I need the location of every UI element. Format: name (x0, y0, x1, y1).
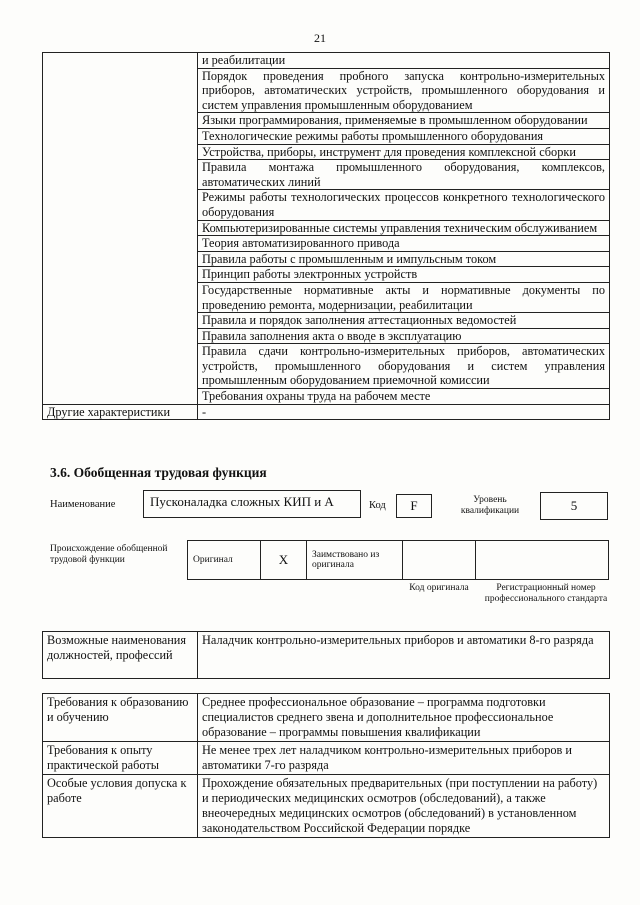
table-cell: Языки программирования, применяемые в промышленном оборудовании (198, 113, 610, 129)
table-cell: Технологические режимы работы промышленного оборудования (198, 128, 610, 144)
positions-label: Возможные наименования должностей, профессий (43, 632, 198, 679)
original-label: Оригинал (188, 541, 261, 580)
page-number: 21 (314, 31, 326, 45)
code-original-caption: Код оригинала (409, 583, 469, 593)
table-cell: Государственные нормативные акты и нормативные документы по проведению ремонта, модернизации, реабилитации (198, 282, 610, 312)
table-cell: Порядок проведения пробного запуска контрольно-измерительных приборов, автоматических устройств, промышленного оборудования и систем управления промышленным оборудованием (198, 68, 610, 113)
table-cell: Устройства, приборы, инструмент для проведения комплексной сборки (198, 144, 610, 160)
positions-table (42, 631, 610, 679)
education-label: Требования к образованию и обучению (43, 694, 198, 742)
experience-label: Требования к опыту практической работы (43, 742, 198, 775)
original-mark: X (261, 541, 307, 580)
function-name-box: Пусконаладка сложных КИП и А (143, 490, 361, 518)
table-cell: и реабилитации (198, 53, 610, 69)
code-original-cell (403, 541, 476, 580)
table-row (43, 404, 610, 420)
reg-number-cell (476, 541, 609, 580)
table-row (43, 694, 610, 742)
left-cell-empty (43, 53, 198, 405)
table-row (43, 742, 610, 775)
code-label: Код (369, 500, 386, 511)
table-cell: Компьютеризированные системы управления техническим обслуживанием (198, 220, 610, 236)
table-row (43, 632, 610, 679)
other-characteristics-label: Другие характеристики (43, 404, 198, 420)
table-cell: Принцип работы электронных устройств (198, 267, 610, 283)
requirements-table (42, 693, 610, 838)
table-cell: Правила заполнения акта о вводе в эксплуатацию (198, 328, 610, 344)
level-box: 5 (540, 492, 608, 520)
table-cell: Теория автоматизированного привода (198, 236, 610, 252)
positions-value: Наладчик контрольно-измерительных приборов и автоматики 8-го разряда (198, 632, 610, 679)
section-title: 3.6. Обобщенная трудовая функция (50, 465, 267, 480)
table-cell: Требования охраны труда на рабочем месте (198, 389, 610, 405)
code-box: F (396, 494, 432, 518)
name-label: Наименование (50, 499, 116, 510)
reg-number-caption: Регистрационный номер профессионального стандарта (484, 583, 608, 604)
education-value: Среднее профессиональное образование – программа подготовки специалистов среднего звена и дополнительное профессиональное образование – программы повышения квалификации (198, 694, 610, 742)
table-cell: Правила и порядок заполнения аттестационных ведомостей (198, 313, 610, 329)
table-row (188, 541, 609, 580)
level-label: Уровень квалификации (460, 495, 520, 516)
table-cell: Правила монтажа промышленного оборудования, комплексов, автоматических линий (198, 160, 610, 190)
admission-value: Прохождение обязательных предварительных (при поступлении на работу) и периодических медицинских осмотров (обследований), а также внеочередных медицинских осмотров (обследований) в установленном законодательством Российской Федерации порядке (198, 775, 610, 838)
experience-value: Не менее трех лет наладчиком контрольно-измерительных приборов и автоматики 7-го разряда (198, 742, 610, 775)
table-cell: Правила сдачи контрольно-измерительных приборов, автоматических устройств, промышленного оборудования и систем управления промышленным оборудованием приемочной комиссии (198, 344, 610, 389)
table-row (43, 775, 610, 838)
origin-label: Происхождение обобщенной трудовой функции (50, 544, 168, 565)
knowledge-table (42, 52, 610, 420)
other-characteristics-value: - (198, 404, 610, 420)
admission-label: Особые условия допуска к работе (43, 775, 198, 838)
origin-table (187, 540, 609, 580)
table-row (43, 53, 610, 69)
table-cell: Правила работы с промышленным и импульсным током (198, 251, 610, 267)
borrowed-label: Заимствовано из оригинала (307, 541, 403, 580)
table-cell: Режимы работы технологических процессов конкретного технологического оборудования (198, 190, 610, 220)
